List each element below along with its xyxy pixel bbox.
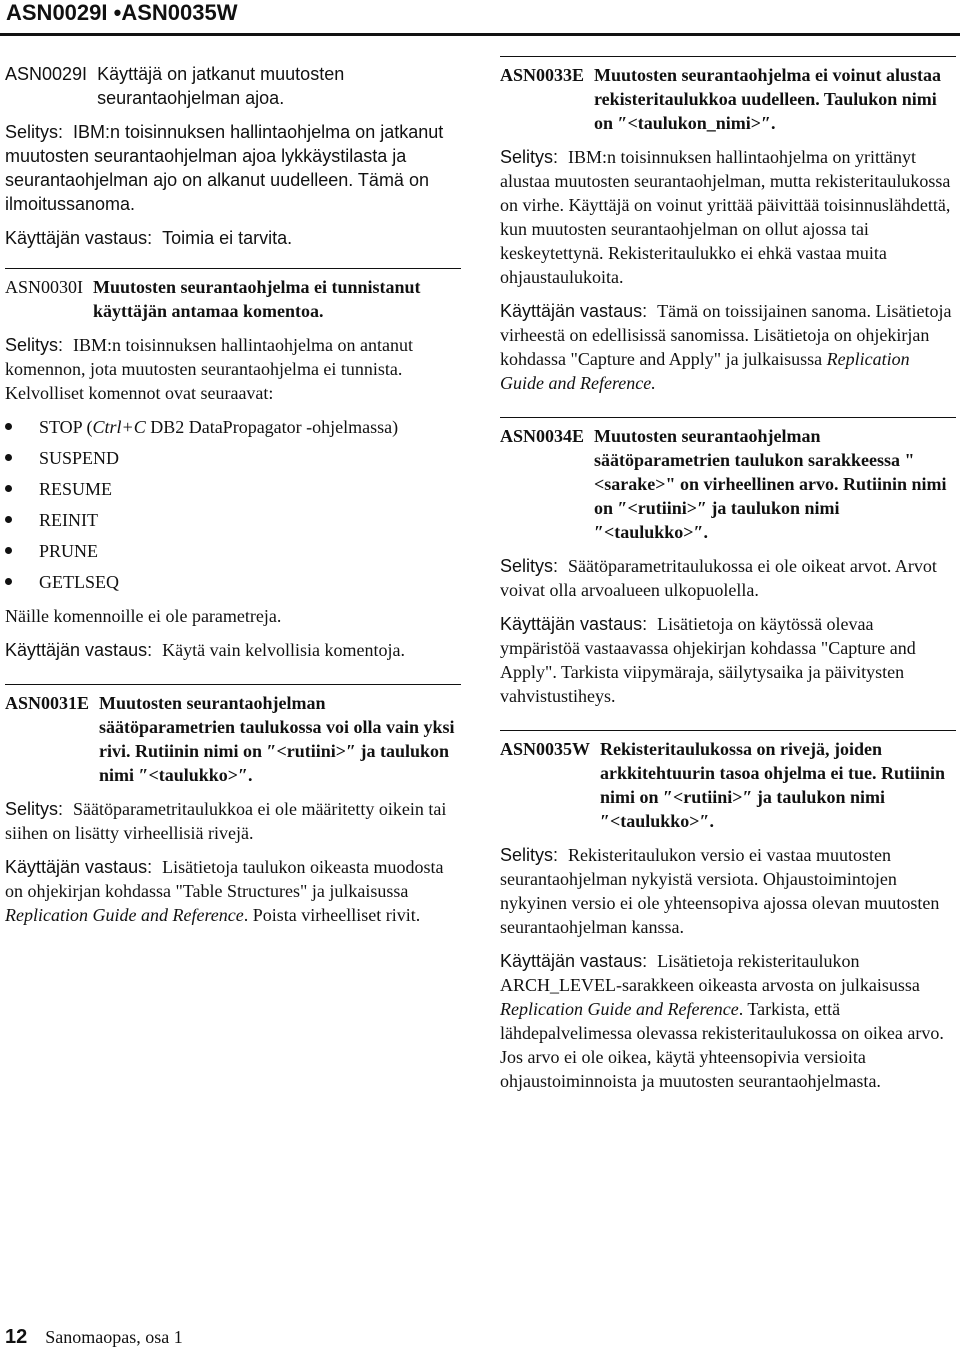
- explanation-label: Selitys:: [5, 799, 64, 819]
- message-header: [500, 63, 956, 135]
- message-asn0034e: [500, 417, 956, 708]
- user-response: [5, 226, 461, 250]
- user-response: [5, 638, 461, 662]
- command-list: [5, 415, 461, 594]
- right-column: [500, 56, 956, 1103]
- header-rule: [0, 33, 960, 36]
- message-title: Muutosten seurantaohjelman säätöparametrien taulukon sarakkeessa "<sarake>" on virheellinen arvo. Rutiinin nimi on ″<rutiini>″ ja taulukon nimi ″<taulukko>″.: [594, 426, 947, 542]
- note: Näille komennoille ei ole parametreja.: [5, 606, 282, 626]
- explanation-text: IBM:n toisinnuksen hallintaohjelma on yrittänyt alustaa muutosten seurantaohjelman, mutta rekisteritaulukossa on virhe. Käyttäjä on voinut yrittää päivittää toisinnuslähdettä, kun muutosten seurantaohjelman on ollut ajossa tai keskeytettynä. Rekisteritaulukko ei ehkä vastaa muita ohjaustaulukoita.: [500, 147, 951, 287]
- message-header: [500, 424, 956, 544]
- message-title: Rekisteritaulukossa on rivejä, joiden arkkitehtuurin tasoa ohjelma ei tue. Rutiinin nimi on ″<rutiini>″ ja taulukon nimi ″<taulukko>″.: [600, 739, 946, 831]
- bullet-icon: [5, 423, 12, 430]
- book-name: Sanomaopas, osa 1: [45, 1327, 183, 1347]
- message-title: Muutosten seurantaohjelma ei tunnistanut käyttäjän antamaa komentoa.: [93, 277, 421, 321]
- list-item: PRUNE: [5, 539, 461, 563]
- message-code: ASN0033E: [500, 65, 585, 85]
- message-asn0035w: [500, 730, 956, 1093]
- message-header: [500, 737, 956, 833]
- user-response-label: Käyttäjän vastaus:: [500, 301, 648, 321]
- bullet-icon: [5, 516, 12, 523]
- list-item: SUSPEND: [5, 446, 461, 470]
- user-response-label: Käyttäjän vastaus:: [5, 857, 153, 877]
- running-header: ASN0029I •ASN0035W: [6, 0, 238, 25]
- message-asn0031e: [5, 684, 461, 927]
- explanation: [500, 145, 956, 289]
- user-response: [500, 612, 956, 708]
- book-title: Replication Guide and Reference: [500, 999, 739, 1019]
- explanation-text: Säätöparametritaulukkoa ei ole määritetty oikein tai siihen on lisätty virheellisiä rivejä.: [5, 799, 447, 843]
- user-response-label: Käyttäjän vastaus:: [5, 228, 153, 248]
- bullet-icon: [5, 454, 12, 461]
- explanation-label: Selitys:: [5, 335, 64, 355]
- explanation: [500, 554, 956, 602]
- message-header: [5, 62, 461, 110]
- left-column: [5, 56, 461, 937]
- explanation-text: IBM:n toisinnuksen hallintaohjelma on antanut komennon, jota muutosten seurantaohjelma ei tunnista. Kelvolliset komennot ovat seuraavat:: [5, 335, 413, 403]
- explanation-text: Rekisteritaulukon versio ei vastaa muutosten seurantaohjelman nykyistä versiota. Ohjaustoimintojen nykyinen versio ei ole yhteensopiva ajossa olevan muutosten seurantaohjelman kanssa.: [500, 845, 940, 937]
- explanation-text: IBM:n toisinnuksen hallintaohjelma on jatkanut muutosten seurantaohjelman ajoa lykkäystilasta ja seurantaohjelman ajo on alkanut uudelleen. Tämä on ilmoitussanoma.: [5, 122, 444, 214]
- bullet-icon: [5, 578, 12, 585]
- user-response: Käyttäjän vastaus: Tämä on toissijainen sanoma. Lisätietoja virheestä on edellisissä sanomissa. Lisätietoja on ohjekirjan kohdassa "Capture and Apply" ja julkaisussa Replication Guide and Reference.: [500, 301, 952, 393]
- explanation: [5, 120, 461, 216]
- message-code: ASN0031E: [5, 693, 90, 713]
- message-title: Muutosten seurantaohjelman säätöparametrien taulukossa voi olla vain yksi rivi. Rutiinin nimi on ″<rutiini>″ ja taulukon nimi ″<taulukko>″.: [99, 693, 455, 785]
- user-response: Käyttäjän vastaus: Lisätietoja rekisteritaulukon ARCH_LEVEL-sarakkeen oikeasta arvosta on julkaisussa Replication Guide and Reference. Tarkista, että lähdepalvelimessa olevassa rekisteritaulukossa on oikea arvo. Jos arvo ei ole oikea, käytä yhteensopivia versioita ohjaustoiminnoista ja muutosten seurantaohjelmasta.: [500, 951, 944, 1091]
- explanation: [500, 843, 956, 939]
- message-code: ASN0034E: [500, 426, 585, 446]
- user-response-text: Toimia ei tarvita.: [162, 228, 293, 248]
- message-title: Käyttäjä on jatkanut muutosten seurantaohjelman ajoa.: [97, 64, 345, 108]
- message-asn0029i: [5, 56, 461, 250]
- book-title: Replication Guide and Reference: [5, 905, 244, 925]
- page-number: 12: [5, 1326, 28, 1348]
- list-item: STOP (Ctrl+C DB2 DataPropagator -ohjelmassa): [5, 415, 461, 439]
- explanation-label: Selitys:: [500, 845, 559, 865]
- explanation-text: Säätöparametritaulukossa ei ole oikeat arvot. Arvot voivat olla arvoalueen ulkopuolella.: [500, 556, 937, 600]
- message-title: Muutosten seurantaohjelma ei voinut alustaa rekisteritaulukkoa uudelleen. Taulukon nimi on ″<taulukon_nimi>″.: [594, 65, 942, 133]
- user-response-text: Käytä vain kelvollisia komentoja.: [162, 640, 406, 660]
- user-response-label: Käyttäjän vastaus:: [5, 640, 153, 660]
- explanation: [5, 797, 461, 845]
- message-asn0030i: [5, 268, 461, 662]
- book-title: Replication Guide and Reference.: [500, 349, 910, 393]
- list-item: GETLSEQ: [5, 570, 461, 594]
- list-item: REINIT: [5, 508, 461, 532]
- message-asn0033e: [500, 56, 956, 395]
- explanation-label: Selitys:: [500, 556, 559, 576]
- message-code: ASN0029I: [5, 64, 88, 84]
- message-code: ASN0030I: [5, 277, 84, 297]
- user-response: Käyttäjän vastaus: Lisätietoja taulukon oikeasta muodosta on ohjekirjan kohdassa "Table Structures" ja julkaisussa Replication Guide and Reference. Poista virheelliset rivit.: [5, 857, 444, 925]
- explanation: [5, 333, 461, 405]
- message-code: ASN0035W: [500, 739, 591, 759]
- page-footer: [5, 1326, 183, 1349]
- message-header: [5, 691, 461, 787]
- explanation-label: Selitys:: [500, 147, 559, 167]
- bullet-icon: [5, 485, 12, 492]
- list-item: RESUME: [5, 477, 461, 501]
- user-response-text: Lisätietoja on käytössä olevaa ympäristöä vastaavassa ohjekirjan kohdassa "Capture and Apply". Tarkista viipymäraja, säilytysaika ja päivitysten vahvistustiheys.: [500, 614, 916, 706]
- user-response-label: Käyttäjän vastaus:: [500, 614, 648, 634]
- user-response-label: Käyttäjän vastaus:: [500, 951, 648, 971]
- explanation-label: Selitys:: [5, 122, 64, 142]
- message-header: [5, 275, 461, 323]
- bullet-icon: [5, 547, 12, 554]
